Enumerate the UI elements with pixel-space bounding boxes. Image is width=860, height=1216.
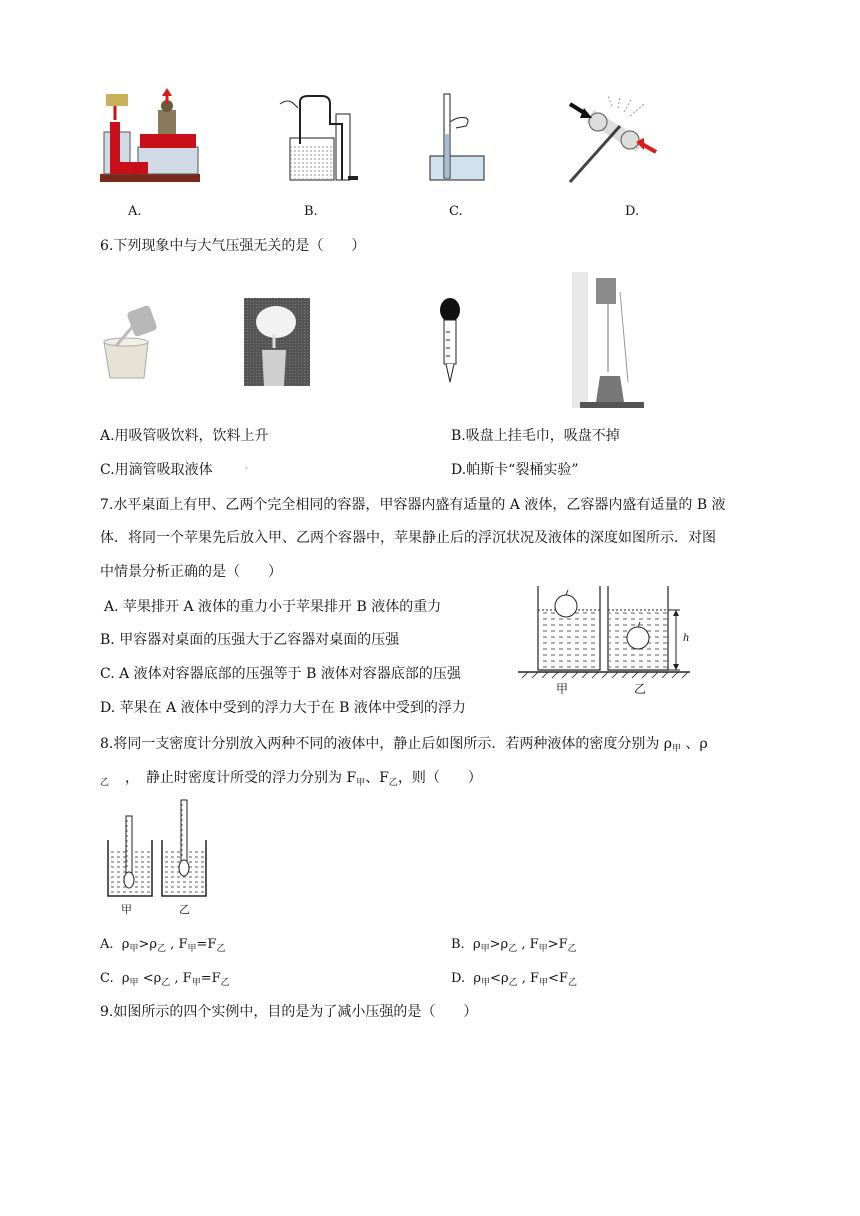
q8-option-a-comma: , <box>166 937 179 952</box>
q8-option-a-sub2: 乙 <box>157 944 167 954</box>
q8-option-d-sub4: 乙 <box>568 978 578 988</box>
q8-option-c-sub4: 乙 <box>220 978 230 988</box>
q8-option-a-letter: A. <box>100 937 122 952</box>
q8-option-a-rho2: ρ <box>149 937 158 952</box>
q7-figure-label-yi: 乙 <box>634 682 647 696</box>
q7-option-a: A. 苹果排开 A 液体的重力小于苹果排开 B 液体的重力 <box>104 599 442 615</box>
q8-option-a-op1: > <box>138 937 150 952</box>
q8-option-c-rho2: ρ <box>153 971 162 986</box>
q7-option-c: C. A 液体对容器底部的压强等于 B 液体对容器底部的压强 <box>100 666 461 682</box>
q8-option-d-sub1: 甲 <box>481 978 491 988</box>
q8-option-d <box>451 971 578 988</box>
q8-option-a-F1: F <box>178 937 188 952</box>
q8-option-d-letter: D. <box>451 971 474 986</box>
q8-option-c-F1: F <box>182 971 192 986</box>
q8-option-b-sub4: 乙 <box>567 944 577 954</box>
q8-option-c <box>100 971 230 988</box>
q5-option-c: C. <box>449 204 463 219</box>
q8-option-c-sub3: 甲 <box>191 978 201 988</box>
q8-option-b-sub1: 甲 <box>480 944 490 954</box>
q8-option-c-letter: C. <box>100 971 122 986</box>
q8-option-c-comma: , <box>170 971 183 986</box>
q7-depth-label: h <box>683 633 690 644</box>
q8-option-b-op2: > <box>547 937 559 952</box>
q7-stem-line-2: 体．将同一个苹果先后放入甲、乙两个容器中，苹果静止后的浮沉状况及液体的深度如图所示．对图 <box>100 530 716 546</box>
q8-stem-line-1-text: 8.将同一支密度计分别放入两种不同的液体中，静止后如图所示．若两种液体的密度分别为 ρ <box>100 736 673 752</box>
q8-sub-yi-1: 乙 <box>100 778 110 788</box>
q6-stem: 6.下列现象中与大气压强无关的是（ ） <box>100 238 366 254</box>
q8-option-a-sub3: 甲 <box>187 944 197 954</box>
q8-stem-end: ，则（ ） <box>397 770 482 786</box>
q7-option-b: B. 甲容器对桌面的压强大于乙容器对桌面的压强 <box>100 632 400 648</box>
q8-option-a-F2: F <box>207 937 217 952</box>
q8-option-b-F1: F <box>529 937 539 952</box>
q7-stem-line-3: 中情景分析正确的是（ ） <box>100 564 282 580</box>
q8-figure-hydrometers <box>104 800 216 900</box>
q8-option-b-sub3: 甲 <box>538 944 548 954</box>
q8-option-b-sub2: 乙 <box>508 944 518 954</box>
q8-rho-symbol: ρ <box>699 736 708 752</box>
q8-option-b-rho2: ρ <box>500 937 509 952</box>
q8-sub-yi-2: 乙 <box>388 778 398 788</box>
q8-option-d-F2: F <box>558 971 568 986</box>
q6-figure-b-suction-cup-towel <box>244 298 310 386</box>
q8-option-a-rho1: ρ <box>121 937 130 952</box>
q8-option-b-rho1: ρ <box>472 937 481 952</box>
q8-option-a <box>100 937 226 954</box>
q8-option-d-op2: < <box>548 971 559 986</box>
q8-option-c-op2: = <box>200 971 212 986</box>
q8-option-c-F2: F <box>211 971 221 986</box>
q8-option-d-F1: F <box>530 971 540 986</box>
q8-stem-line-2-text: ， 静止时密度计所受的浮力分别为 F <box>125 770 357 786</box>
q6-option-b: B.吸盘上挂毛巾，吸盘不掉 <box>451 428 620 444</box>
q8-figure-label-jia: 甲 <box>121 903 132 916</box>
q8-sub-jia-2: 甲 <box>356 778 366 788</box>
q8-option-a-sub4: 乙 <box>216 944 226 954</box>
q8-F-symbol: F <box>379 770 389 786</box>
q6-figure-a-straw-cup <box>100 306 160 382</box>
q6-figure-d-pascal-barrel <box>572 272 644 412</box>
q8-option-d-sub2: 乙 <box>508 978 518 988</box>
q8-sep: 、 <box>365 770 380 786</box>
q8-option-b-comma: , <box>517 937 530 952</box>
q6-option-c-mark: ◦ <box>244 464 249 473</box>
q8-stem-line-1 <box>100 736 708 754</box>
q5-figure-b-siphon <box>270 94 360 182</box>
q5-figure-c-tube-in-water <box>428 94 488 184</box>
q5-option-d: D. <box>625 204 640 219</box>
q8-option-d-rho2: ρ <box>500 971 509 986</box>
q6-option-d: D.帕斯卡“裂桶实验” <box>451 462 579 478</box>
q7-stem-line-1: 7.水平桌面上有甲、乙两个完全相同的容器，甲容器内盛有适量的 A 液体，乙容器内盛有适量的 B 液 <box>100 497 726 513</box>
q8-option-d-comma: , <box>517 971 531 986</box>
q8-sub-jia-1: 甲 <box>672 744 682 754</box>
q8-option-c-rho1: ρ <box>121 971 130 986</box>
q8-option-d-sub3: 甲 <box>539 978 549 988</box>
q7-figure-containers-with-apples <box>518 586 690 692</box>
q8-option-b <box>451 937 577 954</box>
q8-rho-yi-separator: 、 <box>685 736 700 752</box>
q5-figure-a-hydraulic-press <box>100 92 200 184</box>
q6-figure-c-dropper <box>436 298 466 384</box>
q7-option-d: D. 苹果在 A 液体中受到的浮力大于在 B 液体中受到的浮力 <box>100 700 466 716</box>
q6-option-a: A.用吸管吸饮料，饮料上升 <box>100 428 269 444</box>
q5-option-a: A. <box>128 204 142 219</box>
q7-figure-label-jia: 甲 <box>556 682 569 696</box>
q6-option-c: C.用滴管吸取液体 <box>100 462 213 478</box>
q8-option-d-rho1: ρ <box>473 971 482 986</box>
q8-option-d-op1: < <box>490 971 501 986</box>
q8-figure-label-yi: 乙 <box>179 903 190 916</box>
q8-stem-line-2 <box>100 770 482 788</box>
q8-option-c-sub1: 甲 <box>129 978 139 988</box>
q8-option-c-op1: < <box>138 971 154 986</box>
q9-stem: 9.如图所示的四个实例中，目的是为了减小压强的是（ ） <box>100 1004 478 1020</box>
q8-option-b-F2: F <box>558 937 568 952</box>
q8-option-a-op2: = <box>196 937 208 952</box>
q8-option-a-sub1: 甲 <box>129 944 139 954</box>
q5-figure-d-blowing-balls <box>560 96 664 182</box>
q8-option-c-sub2: 乙 <box>161 978 171 988</box>
q8-option-b-letter: B. <box>451 937 473 952</box>
q5-option-b: B. <box>304 204 318 219</box>
q8-option-b-op1: > <box>489 937 501 952</box>
